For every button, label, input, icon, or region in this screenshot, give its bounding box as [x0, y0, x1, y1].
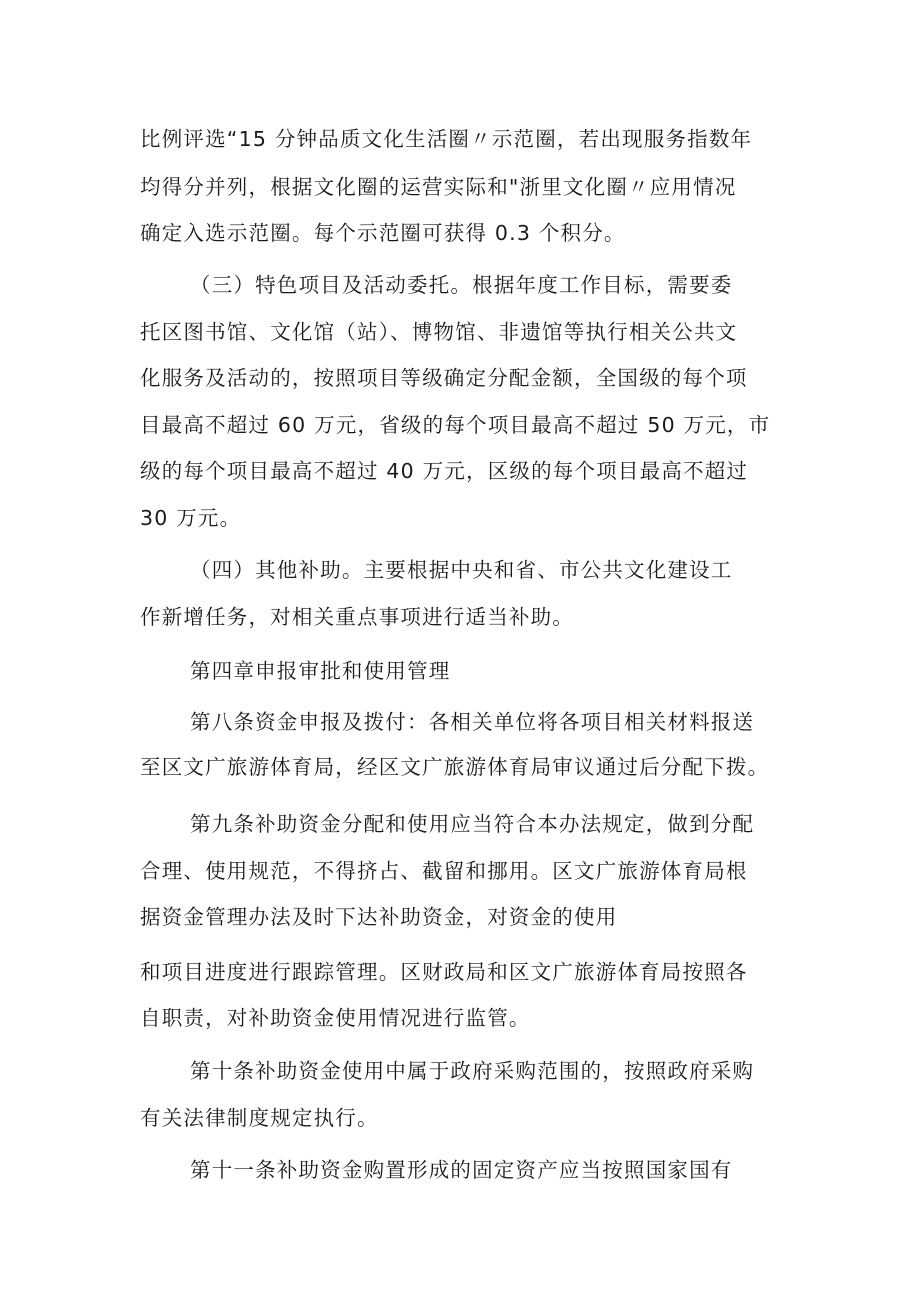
paragraph-line: 30 万元。: [140, 506, 242, 530]
paragraph-line: 合理、使用规范，不得挤占、截留和挪用。区文广旅游体育局根: [140, 859, 748, 883]
paragraph-line: 第九条补助资金分配和使用应当符合本办法规定，做到分配: [190, 812, 755, 836]
paragraph-line: 和项目进度进行跟踪管理。区财政局和区文广旅游体育局按照各: [140, 960, 748, 984]
paragraph-line: 确定入选示范圈。每个示范圈可获得 0.3 个积分。: [140, 221, 626, 245]
paragraph-line: 目最高不超过 60 万元，省级的每个项目最高不超过 50 万元，市: [140, 413, 771, 437]
paragraph-line: 第十一条补助资金购置形成的固定资产应当按照国家国有: [190, 1158, 733, 1182]
paragraph-line: 化服务及活动的，按照项目等级确定分配金额，全国级的每个项: [140, 366, 748, 390]
paragraph-line: 第八条资金申报及拨付：各相关单位将各项目相关材料报送: [190, 710, 755, 734]
paragraph-line: 级的每个项目最高不超过 40 万元，区级的每个项目最高不超过: [140, 459, 749, 483]
paragraph-line: 有关法律制度规定执行。: [140, 1106, 379, 1130]
chapter-heading: 第四章申报审批和使用管理: [190, 659, 451, 683]
paragraph-line: 作新增任务，对相关重点事项进行适当补助。: [140, 605, 574, 629]
paragraph-line: （三）特色项目及活动委托。根据年度工作目标，需要委: [190, 273, 733, 297]
paragraph-line: 比例评选“15 分钟品质文化生活圈〃示范圈，若出现服务指数年: [140, 127, 753, 151]
paragraph-line: 至区文广旅游体育局，经区文广旅游体育局审议通过后分配下拨。: [140, 755, 770, 779]
paragraph-line: 第十条补助资金使用中属于政府采购范围的，按照政府采购: [190, 1059, 755, 1083]
paragraph-line: 据资金管理办法及时下达补助资金，对资金的使用: [140, 905, 618, 929]
paragraph-line: 均得分并列，根据文化圈的运营实际和"浙里文化圈〃应用情况: [140, 175, 737, 199]
paragraph-line: 自职责，对补助资金使用情况进行监管。: [140, 1006, 531, 1030]
paragraph-line: （四）其他补助。主要根据中央和省、市公共文化建设工: [190, 558, 733, 582]
paragraph-line: 托区图书馆、文化馆（站）、博物馆、非遗馆等执行相关公共文: [140, 320, 738, 344]
